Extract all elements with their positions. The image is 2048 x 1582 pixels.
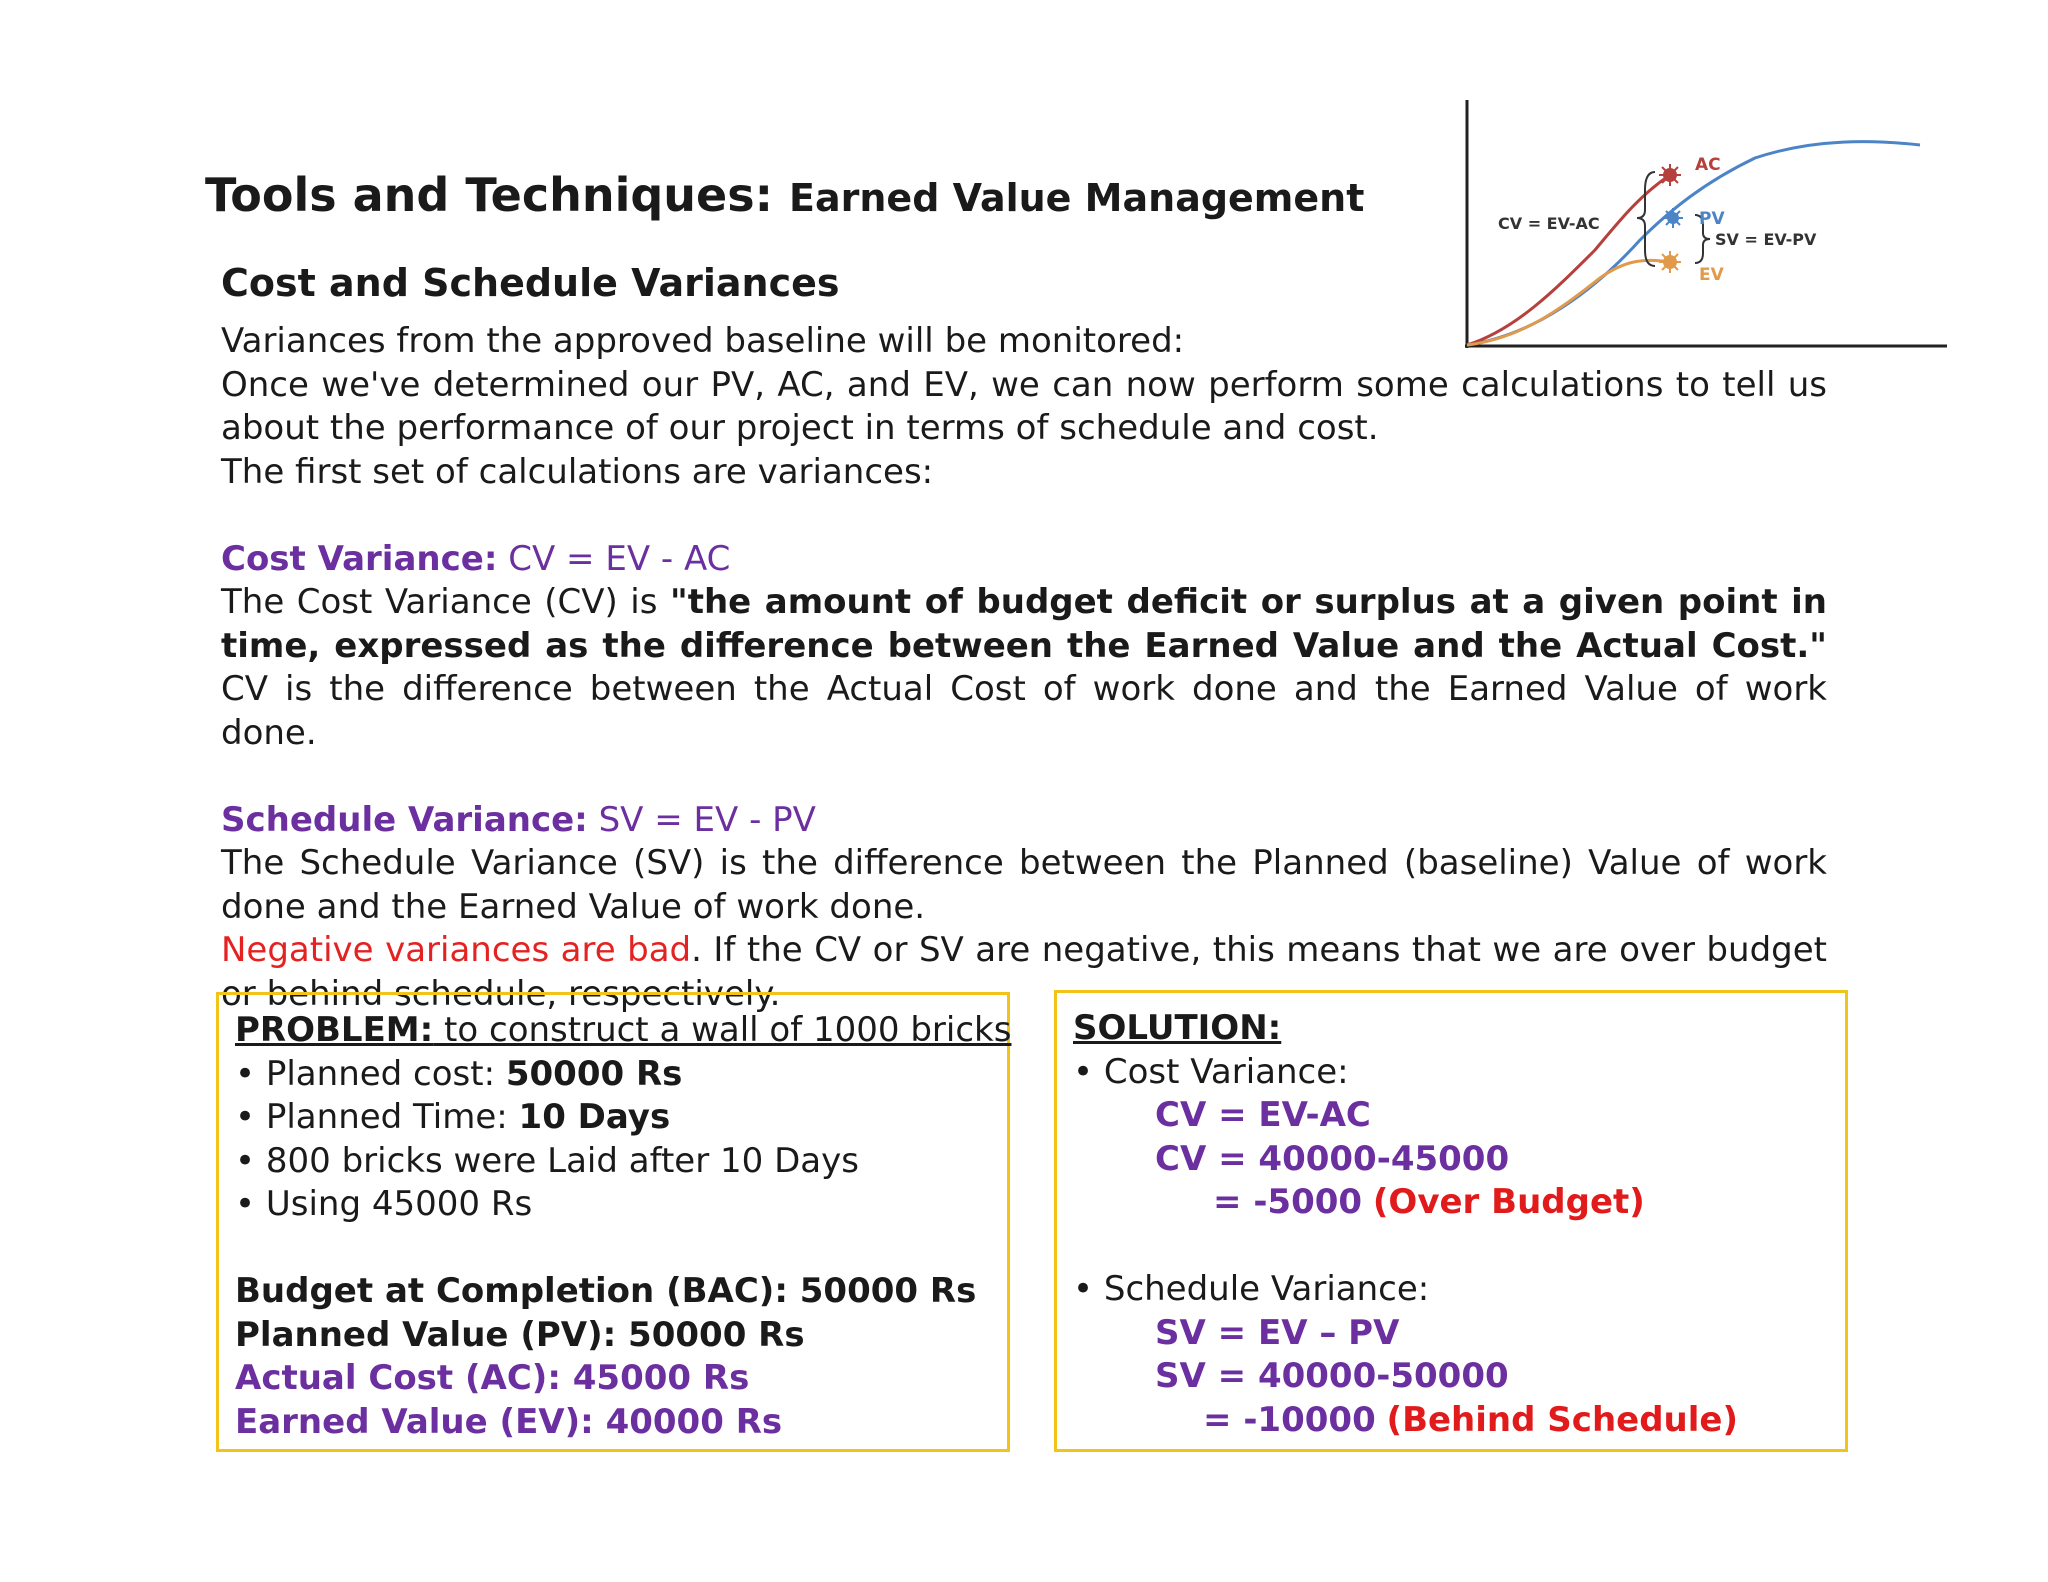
- pv-text: Planned Value (PV): 50000 Rs: [235, 1314, 805, 1355]
- cv-heading: [221, 538, 1827, 582]
- sv-result-value: = -10000: [1203, 1399, 1376, 1440]
- solution-cv-result: [1073, 1181, 1829, 1225]
- sv-line-2-text: SV = 40000-50000: [1155, 1356, 1509, 1396]
- planned-cost-label: • Planned cost:: [235, 1053, 506, 1094]
- cv-brace: [1637, 172, 1655, 266]
- planned-cost-value: 50000 Rs: [505, 1053, 683, 1094]
- body-text: [221, 320, 1827, 1016]
- title-main: Tools and Techniques:: [205, 168, 774, 222]
- problem-item-cost-used: • Using 45000 Rs: [235, 1184, 533, 1224]
- solution-heading: [1073, 1007, 1829, 1051]
- solution-heading-label: SOLUTION:: [1073, 1008, 1282, 1048]
- pv-label: PV: [1699, 209, 1725, 229]
- bac-text: Budget at Completion (BAC): 50000 Rs: [235, 1271, 977, 1311]
- page-title: [205, 165, 1364, 228]
- problem-bac: [235, 1270, 991, 1314]
- cv-formula: CV = EV - AC: [508, 538, 731, 579]
- sv-formula-label: SV = EV-PV: [1715, 230, 1817, 249]
- cv-text-before: The Cost Variance (CV) is: [221, 582, 670, 622]
- cv-result-value: = -5000: [1213, 1182, 1363, 1222]
- solution-cv-label: • Cost Variance:: [1073, 1051, 1349, 1092]
- planned-time-value: 10 Days: [518, 1097, 671, 1137]
- solution-sv-result: [1073, 1399, 1829, 1443]
- problem-heading-rest: to construct a wall of 1000 bricks: [433, 1010, 1012, 1050]
- problem-ac: [235, 1357, 991, 1401]
- problem-item-planned-time: [235, 1096, 991, 1140]
- sv-line-1-text: SV = EV – PV: [1155, 1312, 1400, 1353]
- intro-line-1: Variances from the approved baseline will be monitored:: [221, 321, 1185, 361]
- cv-result-note: (Over Budget): [1372, 1182, 1645, 1222]
- problem-heading-label: PROBLEM:: [235, 1010, 434, 1050]
- sv-description: The Schedule Variance (SV) is the difference between the Planned (baseline) Value of work done and the Earned Value of work done.: [221, 843, 1827, 927]
- cv-description: [221, 581, 1827, 755]
- ac-text: Actual Cost (AC): 45000 Rs: [235, 1358, 750, 1398]
- negative-note-rest: . If the CV or SV are negative, this means that we are over budget or behind schedule, respectively.: [221, 930, 1827, 1014]
- solution-sv-line-2: [1073, 1355, 1829, 1399]
- ac-star-icon: [1659, 164, 1681, 186]
- negative-note-red: Negative variances are bad: [221, 930, 692, 970]
- intro-line-2: Once we've determined our PV, AC, and EV, we can now perform some calculations to tell us about the performance of our project in terms of schedule and cost.: [221, 364, 1827, 448]
- sv-label: Schedule Variance:: [221, 799, 588, 840]
- ev-label: EV: [1699, 265, 1724, 285]
- planned-time-label: • Planned Time:: [235, 1097, 519, 1137]
- ev-star-icon: [1659, 251, 1681, 273]
- solution-sv-label: • Schedule Variance:: [1073, 1269, 1430, 1309]
- solution-sv-line-1: [1073, 1312, 1829, 1356]
- title-sub: Earned Value Management: [789, 176, 1365, 220]
- problem-heading: [235, 1009, 1012, 1053]
- problem-ev: [235, 1401, 991, 1445]
- sv-heading: [221, 799, 1827, 843]
- intro-line-3: The first set of calculations are variances:: [221, 451, 934, 492]
- pv-star-icon: [1663, 208, 1683, 228]
- sv-result-note: (Behind Schedule): [1386, 1399, 1739, 1440]
- evm-chart: [1455, 90, 1955, 360]
- solution-cv-line-2: [1073, 1138, 1829, 1182]
- ac-label: AC: [1695, 155, 1721, 175]
- problem-item-planned-cost: [235, 1053, 991, 1097]
- cv-label: Cost Variance:: [221, 538, 498, 579]
- cv-line-2-text: CV = 40000-45000: [1155, 1138, 1510, 1179]
- cv-formula-label: CV = EV-AC: [1498, 214, 1600, 233]
- problem-pv: [235, 1314, 991, 1358]
- solution-box: [1054, 990, 1848, 1452]
- cv-line-1-text: CV = EV-AC: [1155, 1095, 1371, 1135]
- ev-text: Earned Value (EV): 40000 Rs: [235, 1401, 783, 1442]
- problem-item-bricks: • 800 bricks were Laid after 10 Days: [235, 1140, 859, 1181]
- cv-text-after: CV is the difference between the Actual Cost of work done and the Earned Value of work done.: [221, 669, 1827, 753]
- sv-formula: SV = EV - PV: [598, 799, 816, 840]
- solution-cv-line-1: [1073, 1094, 1829, 1138]
- problem-box: [216, 992, 1010, 1452]
- section-heading: Cost and Schedule Variances: [221, 261, 840, 305]
- pv-curve: [1467, 142, 1920, 345]
- cv-text-bold: "the amount of budget deficit or surplus at a given point in time, expressed as the difference between the Earned Value and the Actual Cost.": [221, 582, 1827, 666]
